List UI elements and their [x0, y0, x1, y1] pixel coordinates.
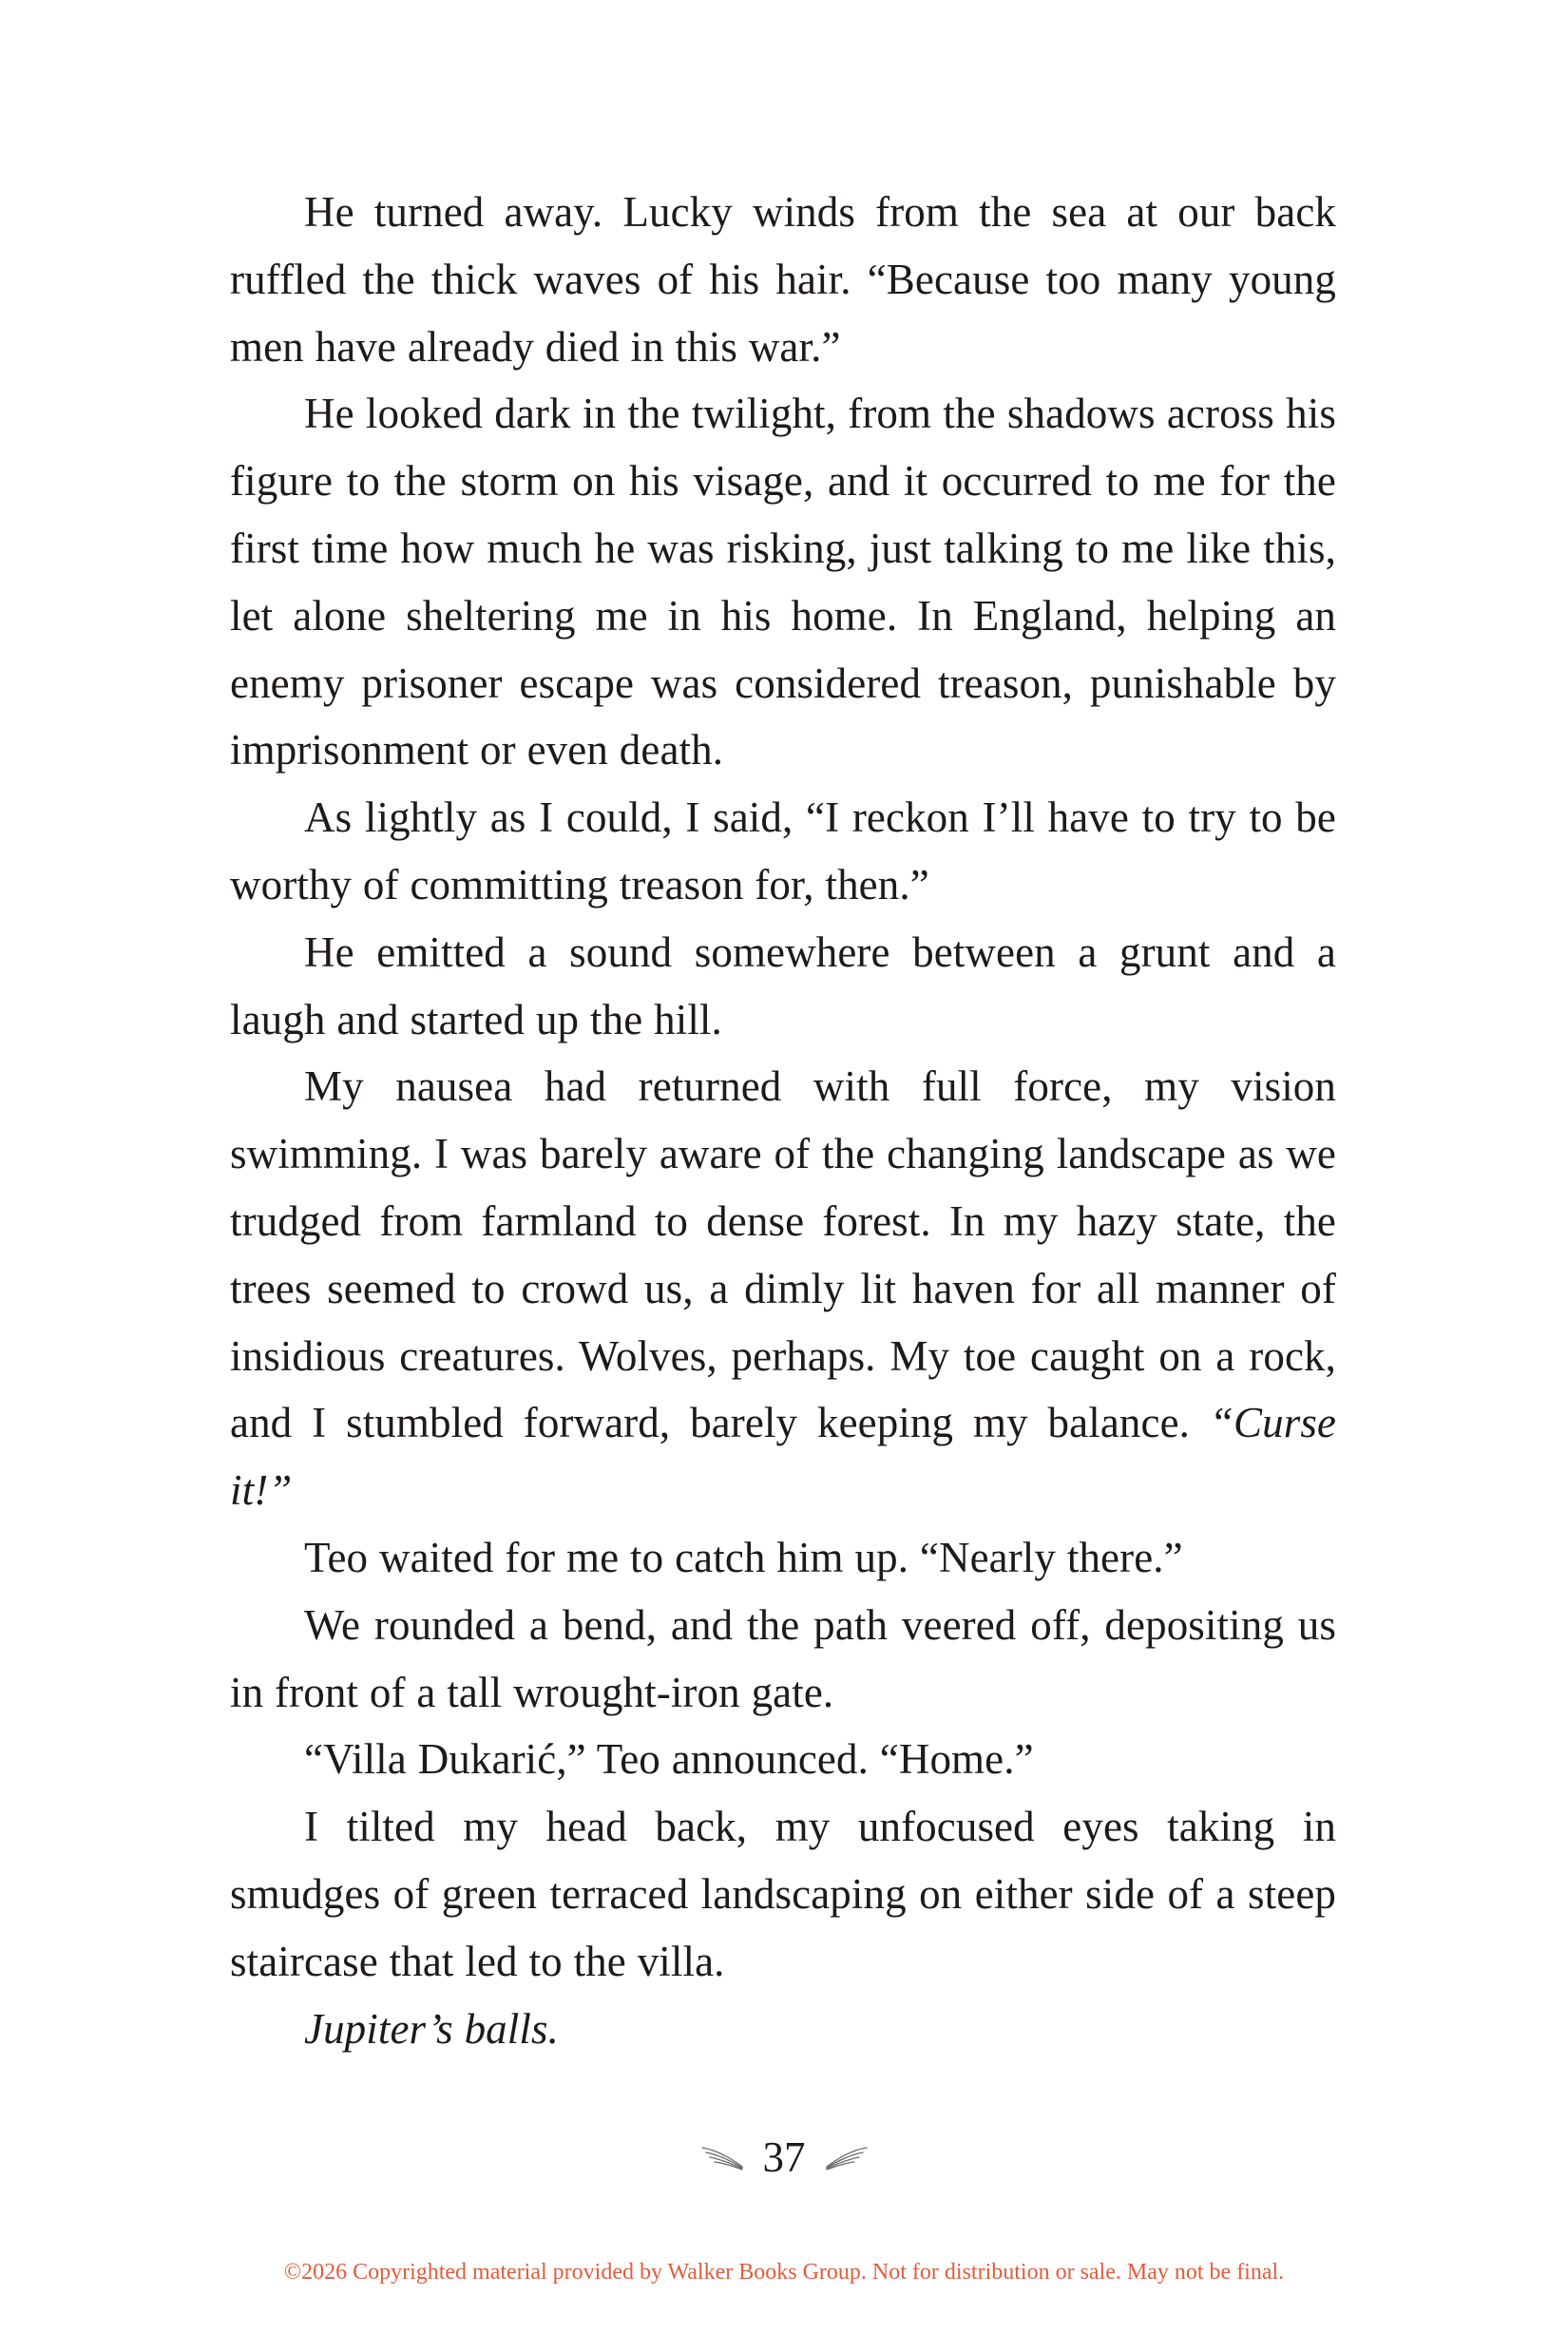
copyright-footer: ©2026 Copyrighted material provided by Walker Books Group. Not for distribution or sale. May not be final. — [283, 2260, 1285, 2285]
wing-flourish-left-icon — [700, 2144, 746, 2170]
folio — [0, 2129, 1568, 2186]
paragraph: I tilted my head back, my unfocused eyes taking in smudges of green terraced landscaping on either side of a steep staircase that led to the villa. — [230, 1803, 1336, 1985]
paragraph: “Villa Dukarić,” Teo announced. “Home.” — [304, 1735, 1034, 1784]
paragraph: As lightly as I could, I said, “I reckon I’ll have to try to be worthy of committing treason for, then.” — [230, 794, 1336, 908]
paragraph — [230, 1053, 1336, 1524]
page-number: 37 — [762, 2133, 806, 2181]
paragraph: He looked dark in the twilight, from the shadows across his figure to the storm on his visage, and it occurred to me for the first time how much he was risking, just talking to me like this, let alone sheltering me in his home. In England, helping an enemy prisoner escape was considered treason, punishable by imprisonment or even death. — [230, 390, 1336, 774]
paragraph: He turned away. Lucky winds from the sea at our back ruffled the thick waves of his hair. “Because too many young men have already died in this war.” — [230, 188, 1336, 371]
wing-flourish-right-icon — [823, 2144, 869, 2170]
italic-exclamation: “Curse it!” — [230, 1399, 1336, 1515]
body-text — [230, 179, 1336, 2062]
italic-paragraph: Jupiter’s balls. — [304, 2004, 559, 2053]
paragraph: Teo waited for me to catch him up. “Nearly there.” — [304, 1533, 1183, 1581]
paragraph: We rounded a bend, and the path veered off, depositing us in front of a tall wrought-iron gate. — [230, 1600, 1336, 1716]
paragraph: He emitted a sound somewhere between a grunt and a laugh and started up the hill. — [230, 927, 1336, 1043]
paragraph-text: My nausea had returned with full force, my vision swimming. I was barely aware of the changing landscape as we trudged from farmland to dense forest. In my hazy state, the trees seemed to crowd us, a dimly lit haven for all manner of insidious creatures. Wolves, perhaps. My toe caught on a rock, and I stumbled forward, barely keeping my balance. — [230, 1062, 1336, 1447]
